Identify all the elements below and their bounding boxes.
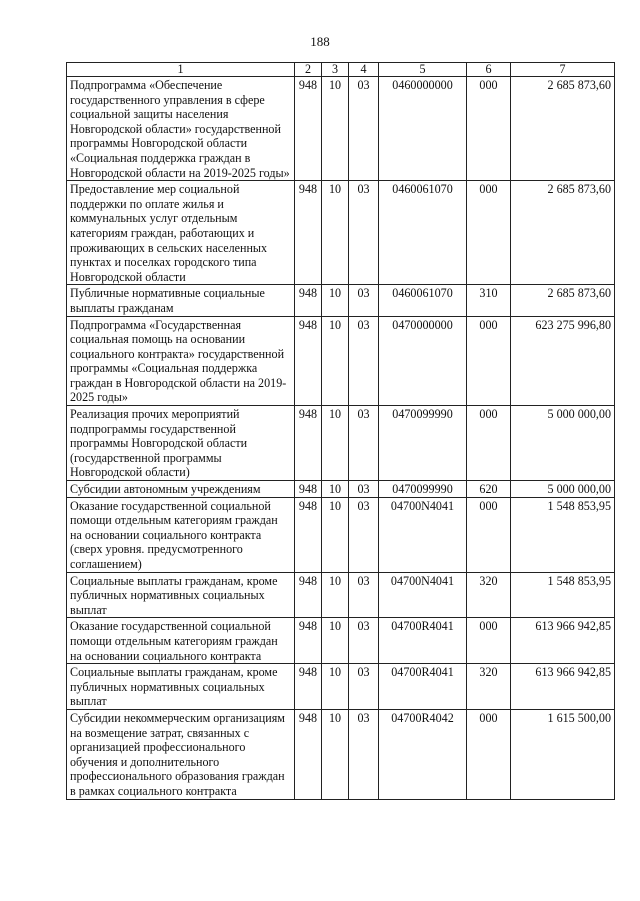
grbs-code: 948: [295, 316, 322, 406]
item-name: Реализация прочих мероприятий подпрограммы государственной программы Новгородской области (государственной программы Новгородской области): [67, 406, 295, 481]
section-code: 10: [322, 497, 349, 572]
table-row: [67, 618, 615, 664]
amount: 613 966 942,85: [511, 664, 615, 710]
expense-type-code: 000: [467, 316, 511, 406]
grbs-code: 948: [295, 618, 322, 664]
table-row: [67, 77, 615, 181]
grbs-code: 948: [295, 481, 322, 498]
amount: 1 548 853,95: [511, 572, 615, 618]
expense-type-code: 000: [467, 709, 511, 799]
amount: 5 000 000,00: [511, 406, 615, 481]
subsection-code: 03: [349, 77, 379, 181]
amount: 613 966 942,85: [511, 618, 615, 664]
target-article-code: 0470099990: [379, 406, 467, 481]
section-code: 10: [322, 572, 349, 618]
target-article-code: 0460061070: [379, 181, 467, 285]
column-number: 7: [511, 63, 615, 77]
section-code: 10: [322, 618, 349, 664]
target-article-code: 0460061070: [379, 285, 467, 316]
subsection-code: 03: [349, 481, 379, 498]
table-row: [67, 181, 615, 285]
grbs-code: 948: [295, 77, 322, 181]
subsection-code: 03: [349, 618, 379, 664]
expense-type-code: 000: [467, 77, 511, 181]
table-row: [67, 285, 615, 316]
section-code: 10: [322, 285, 349, 316]
table-row: [67, 497, 615, 572]
grbs-code: 948: [295, 497, 322, 572]
grbs-code: 948: [295, 572, 322, 618]
amount: 2 685 873,60: [511, 181, 615, 285]
column-number-row: [67, 63, 615, 77]
expense-type-code: 320: [467, 572, 511, 618]
amount: 5 000 000,00: [511, 481, 615, 498]
section-code: 10: [322, 481, 349, 498]
target-article-code: 04700R4041: [379, 664, 467, 710]
expense-type-code: 320: [467, 664, 511, 710]
target-article-code: 0460000000: [379, 77, 467, 181]
amount: 1 548 853,95: [511, 497, 615, 572]
subsection-code: 03: [349, 316, 379, 406]
item-name: Подпрограмма «Обеспечение государственного управления в сфере социальной защиты населения Новгородской области» государственной программы Новгородской области «Социальная поддержка граждан в Новгородской области на 2019-2025 годы»: [67, 77, 295, 181]
target-article-code: 04700R4042: [379, 709, 467, 799]
item-name: Оказание государственной социальной помощи отдельным категориям граждан на основании социального контракта (сверх уровня. предусмотренного соглашением): [67, 497, 295, 572]
table-row: [67, 481, 615, 498]
grbs-code: 948: [295, 181, 322, 285]
item-name: Субсидии некоммерческим организациям на возмещение затрат, связанных с организацией профессионального обучения и дополнительного профессионального образования граждан в рамках социального контракта: [67, 709, 295, 799]
expense-type-code: 000: [467, 181, 511, 285]
expense-type-code: 000: [467, 618, 511, 664]
target-article-code: 0470000000: [379, 316, 467, 406]
item-name: Субсидии автономным учреждениям: [67, 481, 295, 498]
subsection-code: 03: [349, 664, 379, 710]
target-article-code: 04700N4041: [379, 497, 467, 572]
subsection-code: 03: [349, 572, 379, 618]
subsection-code: 03: [349, 181, 379, 285]
column-number: 3: [322, 63, 349, 77]
subsection-code: 03: [349, 285, 379, 316]
item-name: Оказание государственной социальной помощи отдельным категориям граждан на основании социального контракта: [67, 618, 295, 664]
expense-type-code: 000: [467, 497, 511, 572]
subsection-code: 03: [349, 709, 379, 799]
expense-type-code: 620: [467, 481, 511, 498]
table-row: [67, 572, 615, 618]
column-number: 1: [67, 63, 295, 77]
column-number: 4: [349, 63, 379, 77]
amount: 623 275 996,80: [511, 316, 615, 406]
expense-type-code: 000: [467, 406, 511, 481]
column-number: 6: [467, 63, 511, 77]
grbs-code: 948: [295, 285, 322, 316]
column-number: 5: [379, 63, 467, 77]
grbs-code: 948: [295, 406, 322, 481]
expense-type-code: 310: [467, 285, 511, 316]
section-code: 10: [322, 709, 349, 799]
subsection-code: 03: [349, 406, 379, 481]
subsection-code: 03: [349, 497, 379, 572]
section-code: 10: [322, 406, 349, 481]
item-name: Социальные выплаты гражданам, кроме публичных нормативных социальных выплат: [67, 572, 295, 618]
table-row: [67, 406, 615, 481]
page-number: 188: [310, 34, 330, 49]
item-name: Публичные нормативные социальные выплаты гражданам: [67, 285, 295, 316]
column-number: 2: [295, 63, 322, 77]
section-code: 10: [322, 77, 349, 181]
amount: 1 615 500,00: [511, 709, 615, 799]
amount: 2 685 873,60: [511, 285, 615, 316]
table-row: [67, 709, 615, 799]
item-name: Предоставление мер социальной поддержки по оплате жилья и коммунальных услуг отдельным категориям граждан, работающих и проживающих в сельских населенных пунктах и поселках городского типа Новгородской области: [67, 181, 295, 285]
section-code: 10: [322, 316, 349, 406]
item-name: Социальные выплаты гражданам, кроме публичных нормативных социальных выплат: [67, 664, 295, 710]
item-name: Подпрограмма «Государственная социальная помощь на основании социального контракта» государственной программы «Социальная поддержка граждан в Новгородской области на 2019-2025 годы»: [67, 316, 295, 406]
table-row: [67, 316, 615, 406]
section-code: 10: [322, 664, 349, 710]
budget-table: [66, 62, 615, 800]
target-article-code: 0470099990: [379, 481, 467, 498]
target-article-code: 04700N4041: [379, 572, 467, 618]
table-row: [67, 664, 615, 710]
section-code: 10: [322, 181, 349, 285]
grbs-code: 948: [295, 664, 322, 710]
grbs-code: 948: [295, 709, 322, 799]
amount: 2 685 873,60: [511, 77, 615, 181]
target-article-code: 04700R4041: [379, 618, 467, 664]
